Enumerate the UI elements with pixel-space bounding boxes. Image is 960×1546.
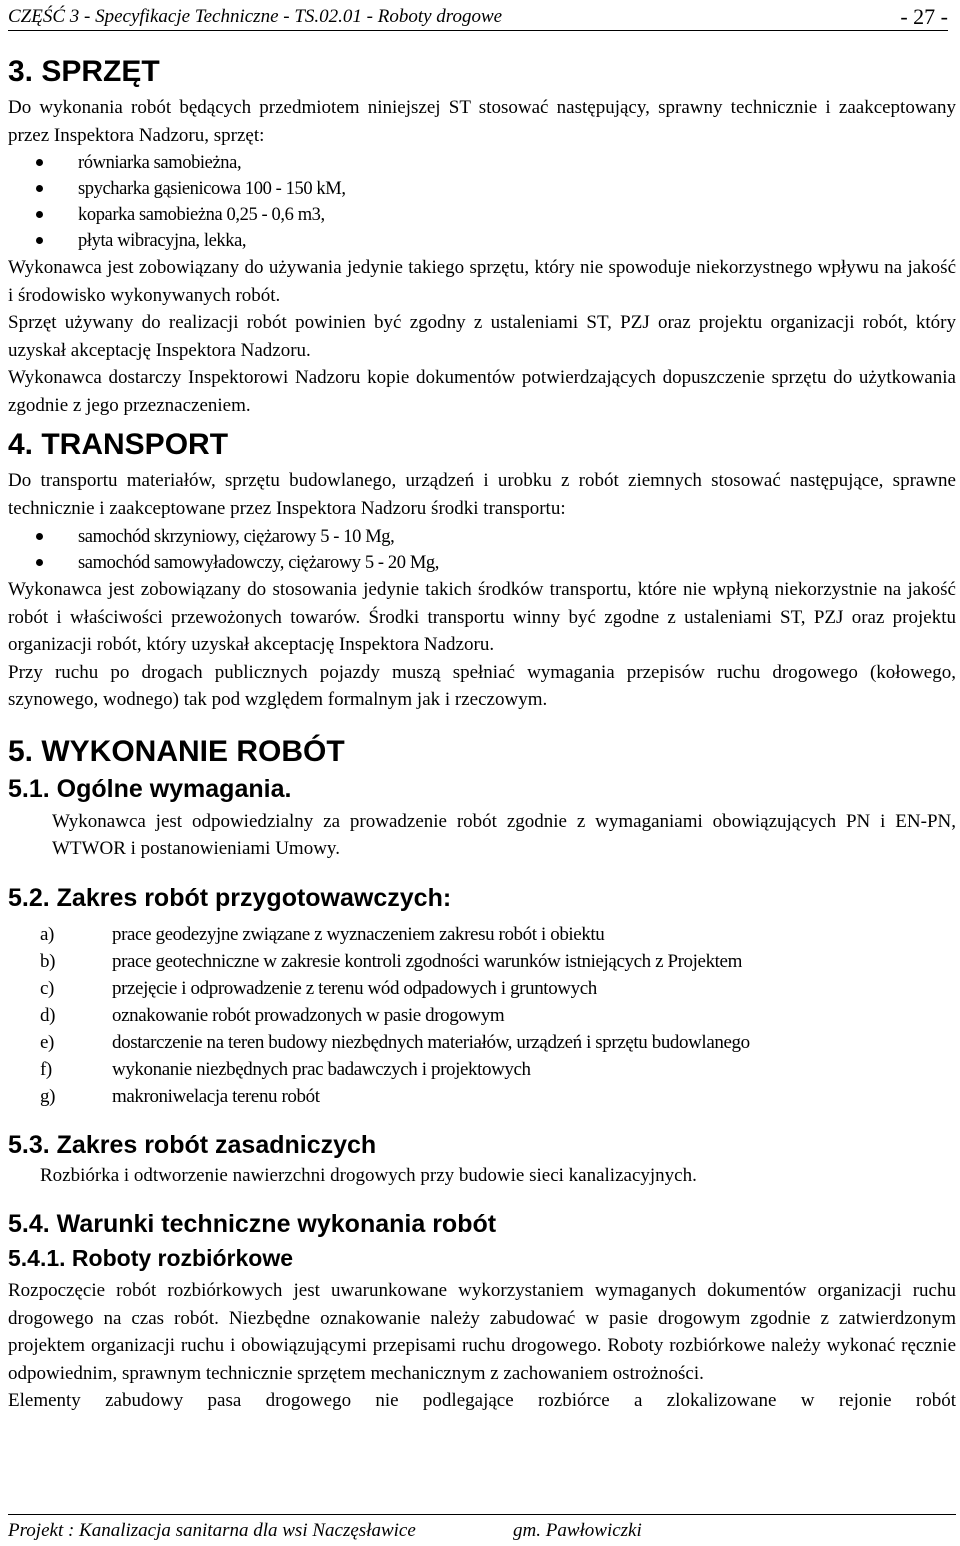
section-4-paragraph-2: Przy ruchu po drogach publicznych pojazdy muszą spełniać wymagania przepisów ruchu drogowego (kołowego, szynowego, wodnego) tak pod względem formalnym jak i rzeczowym.	[8, 661, 956, 710]
section-3-paragraph-1: Wykonawca jest zobowiązany do używania jedynie takiego sprzętu, który nie spowoduje niekorzystnego wpływu na jakość i środowisko wykonywanych robót.	[8, 257, 956, 306]
list-item	[40, 1002, 956, 1029]
page-header	[8, 4, 948, 31]
list-item-text: oznakowanie robót prowadzonych w pasie drogowym	[112, 1004, 505, 1026]
list-item	[40, 921, 956, 948]
list-item: samochód samowyładowczy, ciężarowy 5 - 20 Mg,	[36, 550, 956, 576]
list-marker: f)	[40, 1058, 52, 1080]
list-item: koparka samobieżna 0,25 - 0,6 m3,	[36, 202, 956, 228]
section-5-4-1-heading: 5.4.1. Roboty rozbiórkowe	[8, 1245, 293, 1271]
list-item-text: makroniwelacja terenu robót	[112, 1085, 320, 1107]
section-5-3-text: Rozbiórka i odtworzenie nawierzchni drogowych przy budowie sieci kanalizacyjnych.	[40, 1164, 697, 1186]
page-footer	[8, 1514, 956, 1545]
section-3-heading: 3. SPRZĘT	[8, 55, 160, 88]
list-marker: g)	[40, 1085, 56, 1107]
list-item	[40, 1083, 956, 1110]
section-5-2-heading: 5.2. Zakres robót przygotowawczych:	[8, 883, 452, 912]
list-marker: d)	[40, 1004, 56, 1026]
list-item-text: prace geodezyjne związane z wyznaczeniem zakresu robót i obiektu	[112, 923, 605, 945]
list-item	[40, 1056, 956, 1083]
list-item-text: dostarczenie na teren budowy niezbędnych materiałów, urządzeń i sprzętu budowlanego	[112, 1031, 750, 1053]
section-5-1-text: Wykonawca jest odpowiedzialny za prowadzenie robót zgodnie z wymaganiami obowiązujących PN i EN-PN, WTWOR i postanowieniami Umowy.	[52, 810, 956, 859]
list-item-text: wykonanie niezbędnych prac badawczych i projektowych	[112, 1058, 531, 1080]
list-item-text: przejęcie i odprowadzenie z terenu wód odpadowych i gruntowych	[112, 977, 597, 999]
section-4-heading: 4. TRANSPORT	[8, 428, 229, 461]
footer-municipality: gm. Pawłowiczki	[513, 1520, 642, 1541]
list-item	[40, 948, 956, 975]
list-item-text: prace geotechniczne w zakresie kontroli zgodności warunków istniejących z Projektem	[112, 950, 742, 972]
list-marker: e)	[40, 1031, 54, 1053]
section-3-intro: Do wykonania robót będących przedmiotem niniejszej ST stosować następujący, sprawny technicznie i zaakceptowany przez Inspektora Nadzoru, sprzęt:	[8, 97, 956, 146]
document-page	[8, 0, 956, 1546]
section-4-paragraph-1: Wykonawca jest zobowiązany do stosowania jedynie takich środków transportu, które nie wpłyną niekorzystnie na jakość robót i właściwości przewożonych towarów. Środki transportu winny być zgodne z ustaleniami ST, PZJ oraz projektu organizacji robót, który uzyskał akceptację Inspektora Nadzoru.	[8, 579, 956, 655]
section-5-4-heading: 5.4. Warunki techniczne wykonania robót	[8, 1210, 497, 1238]
list-marker: a)	[40, 923, 54, 945]
section-3-paragraph-3: Wykonawca dostarczy Inspektorowi Nadzoru kopie dokumentów potwierdzających dopuszczenie sprzętu do użytkowania zgodnie z jego przeznaczeniem.	[8, 367, 956, 416]
document-body	[8, 52, 956, 1415]
equipment-list	[8, 150, 956, 254]
list-item: równiarka samobieżna,	[36, 150, 956, 176]
section-5-3-heading: 5.3. Zakres robót zasadniczych	[8, 1130, 377, 1159]
list-marker: c)	[40, 977, 54, 999]
section-4-intro: Do transportu materiałów, sprzętu budowlanego, urządzeń i urobku z robót ziemnych stosować następujące, sprawne technicznie i zaakceptowane przez Inspektora Nadzoru środki transportu:	[8, 470, 956, 519]
footer-project: Projekt : Kanalizacja sanitarna dla wsi Naczęsławice	[8, 1520, 416, 1541]
list-item: samochód skrzyniowy, ciężarowy 5 - 10 Mg,	[36, 524, 956, 550]
list-item	[40, 1029, 956, 1056]
page-number: - 27 -	[900, 4, 948, 29]
section-3-paragraph-2: Sprzęt używany do realizacji robót powinien być zgodny z ustaleniami ST, PZJ oraz projektu organizacji robót, który uzyskał akceptację Inspektora Nadzoru.	[8, 312, 956, 361]
transport-list	[8, 524, 956, 576]
section-5-heading: 5. WYKONANIE ROBÓT	[8, 734, 345, 768]
section-5-1-heading: 5.1. Ogólne wymagania.	[8, 774, 292, 803]
list-item: płyta wibracyjna, lekka,	[36, 228, 956, 254]
section-5-4-1-paragraph-2: Elementy zabudowy pasa drogowego nie podlegające rozbiórce a zlokalizowane w rejonie robót	[8, 1390, 956, 1411]
list-marker: b)	[40, 950, 56, 972]
header-title: CZĘŚĆ 3 - Specyfikacje Techniczne - TS.02.01 - Roboty drogowe	[8, 6, 503, 27]
list-item	[40, 975, 956, 1002]
list-item: spycharka gąsienicowa 100 - 150 kM,	[36, 176, 956, 202]
preparatory-works-list	[8, 921, 956, 1110]
section-5-4-1-paragraph-1: Rozpoczęcie robót rozbiórkowych jest uwarunkowane wykorzystaniem wymaganych dokumentów organizacji ruchu drogowego na czas robót. Niezbędne oznakowanie należy zabudować w pasie drogowym zgodnie z zatwierdzonym projektem organizacji ruchu i obowiązującymi przepisami ruchu drogowego. Roboty rozbiórkowe należy wykonać ręcznie odpowiednim, sprawnym technicznie sprzętem mechanicznym z zachowaniem ostrożności.	[8, 1280, 956, 1384]
